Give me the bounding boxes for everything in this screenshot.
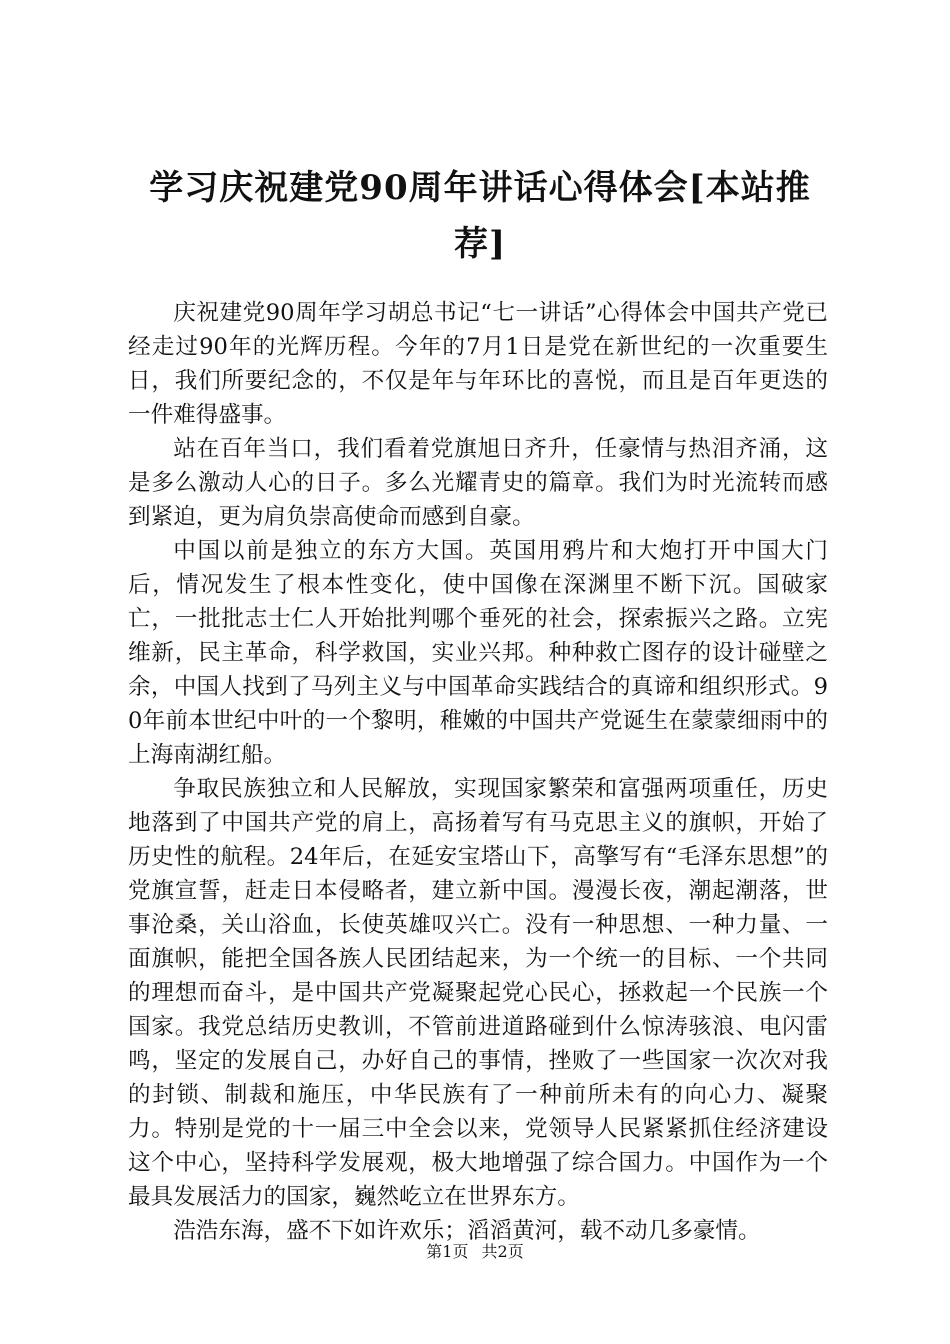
page-footer — [0, 1240, 950, 1264]
paragraph-4: 争取民族独立和人民解放，实现国家繁荣和富强两项重任，历史地落到了中国共产党的肩上，高扬着写有马克思主义的旗帜，开始了历史性的航程。24年后，在延安宝塔山下，高擎写有“毛泽东思想”的党旗宣誓，赶走日本侵略者，建立新中国。漫漫长夜，潮起潮落，世事沧桑，关山浴血，长使英雄叹兴亡。没有一种思想、一种力量、一面旗帜，能把全国各族人民团结起来，为一个统一的目标、一个共同的理想而奋斗，是中国共产党凝聚起党心民心，拯救起一个民族一个国家。我党总结历史教训，不管前进道路碰到什么惊涛骇浪、电闪雷鸣，坚定的发展自己，办好自己的事情，挫败了一些国家一次次对我的封锁、制裁和施压，中华民族有了一种前所未有的向心力、凝聚力。特别是党的十一届三中全会以来，党领导人民紧紧抓住经济建设这个中心，坚持科学发展观，极大地增强了综合国力。中国作为一个最具发展活力的国家，巍然屹立在世界东方。 — [128, 776, 828, 1210]
document-title: 学习庆祝建党90周年讲话心得体会[本站推荐] — [149, 168, 811, 264]
page-number: 第1页 — [426, 1242, 469, 1261]
paragraph-3: 中国以前是独立的东方大国。英国用鸦片和大炮打开中国大门后，情况发生了根本性变化，使中国像在深渊里不断下沉。国破家亡，一批批志士仁人开始批判哪个垂死的社会，探索振兴之路。立宪维新，民主革命，科学救国，实业兴邦。种种救亡图存的设计碰壁之余，中国人找到了马列主义与中国革命实践结合的真谛和组织形式。90年前本世纪中叶的一个黎明，稚嫩的中国共产党诞生在蒙蒙细雨中的上海南湖红船。 — [128, 538, 828, 768]
page-total: 共2页 — [481, 1242, 524, 1261]
document-body — [128, 296, 828, 1248]
paragraph-5: 浩浩东海，盛不下如许欢乐；滔滔黄河，载不动几多豪情。 — [173, 1218, 761, 1244]
paragraph-2: 站在百年当口，我们看着党旗旭日齐升，任豪情与热泪齐涌，这是多么激动人心的日子。多么光耀青史的篇章。我们为时光流转而感到紧迫，更为肩负崇高使命而感到自豪。 — [128, 436, 828, 530]
paragraph-1: 庆祝建党90周年学习胡总书记“七一讲话”心得体会中国共产党已经走过90年的光辉历程。今年的7月1日是党在新世纪的一次重要生日，我们所要纪念的，不仅是年与年环比的喜悦，而且是百年更迭的一件难得盛事。 — [128, 300, 828, 428]
